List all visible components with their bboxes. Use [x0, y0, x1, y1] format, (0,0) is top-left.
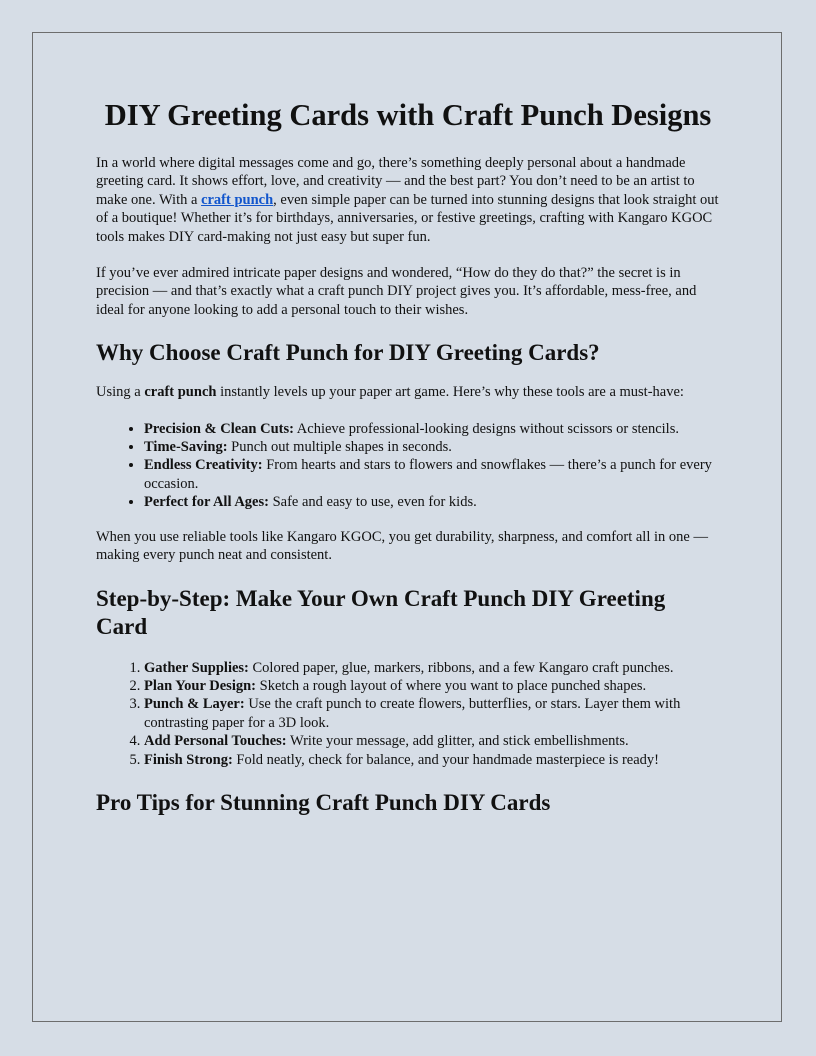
intro-paragraph: In a world where digital messages come and go, there’s something deeply personal about a handmade greeting card. It shows effort, love, and creativity — and the best part? You don’t need to be an artist to make one. With a craft punch, even simple paper can be turned into stunning designs that look straight out of a boutique! Whether it’s for birthdays, anniversaries, or festive greetings, crafting with Kangaro KGOC tools makes DIY card-making not just easy but super fun. — [96, 155, 719, 245]
section-heading-why: Why Choose Craft Punch for DIY Greeting Cards? — [96, 340, 600, 366]
list-item: 3. Punch & Layer: Use the craft punch to create flowers, butterflies, or stars. Layer them with contrasting paper for a 3D look. — [144, 695, 720, 732]
craft-punch-link[interactable]: craft punch — [201, 191, 274, 208]
list-item: 5. Finish Strong: Fold neatly, check for balance, and your handmade masterpiece is ready! — [144, 751, 720, 769]
why-lead-paragraph: Using a craft punch instantly levels up your paper art game. Here’s why these tools are a must-have: — [96, 384, 684, 401]
list-item: • Perfect for All Ages: Safe and easy to use, even for kids. — [144, 493, 720, 511]
document-body — [96, 96, 720, 833]
why-closing-paragraph: When you use reliable tools like Kangaro KGOC, you get durability, sharpness, and comfort all in one — making every punch neat and consistent. — [96, 528, 708, 564]
list-item: 2. Plan Your Design: Sketch a rough layout of where you want to place punched shapes. — [144, 677, 720, 695]
benefits-list — [96, 420, 720, 512]
list-item: 1. Gather Supplies: Colored paper, glue, markers, ribbons, and a few Kangaro craft punches. — [144, 659, 720, 677]
list-item: • Time-Saving: Punch out multiple shapes in seconds. — [144, 438, 720, 456]
steps-list — [96, 659, 720, 769]
document-title: DIY Greeting Cards with Craft Punch Designs — [104, 98, 712, 132]
list-item: 4. Add Personal Touches: Write your message, add glitter, and stick embellishments. — [144, 732, 720, 750]
list-item: • Precision & Clean Cuts: Achieve professional-looking designs without scissors or stencils. — [144, 420, 720, 438]
section-heading-tips: Pro Tips for Stunning Craft Punch DIY Cards — [96, 789, 551, 815]
list-item: • Endless Creativity: From hearts and stars to flowers and snowflakes — there’s a punch for every occasion. — [144, 456, 720, 493]
section-heading-steps: Step-by-Step: Make Your Own Craft Punch DIY Greeting Card — [96, 585, 666, 639]
secret-paragraph: If you’ve ever admired intricate paper designs and wondered, “How do they do that?” the secret is in precision — and that’s exactly what a craft punch DIY project gives you. It’s affordable, mess-free, and ideal for anyone looking to add a personal touch to their wishes. — [96, 265, 697, 318]
